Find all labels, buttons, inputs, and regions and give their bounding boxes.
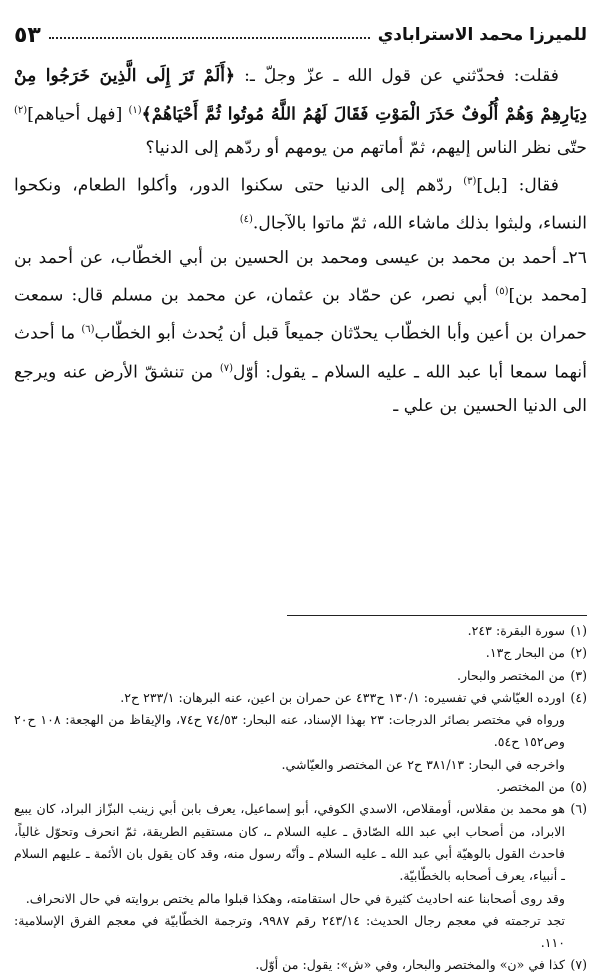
- question-rest: حتّى نظر الناس إليهم، ثمّ أماتهم من يومهم أو ردّهم إلى الدنيا؟: [145, 137, 587, 158]
- footnote-text: كذا في «ن» والمختصر والبحار، وفي «ش»: يقول: من أوّل.: [255, 957, 565, 973]
- footnote-6-continuation-1: وقد روى أصحابنا عنه احاديث كثيرة في حال استقامته، وهكذا قبلوا مالم يختص بروايته في حال الانحراف.: [25, 890, 565, 906]
- answer-text: ردّهم إلى الدنيا حتى سكنوا الدور، وأكلوا الطعام، ونكحوا النساء، ولبثوا بذلك ماشاء الله، ثمّ ماتوا بالآجال.: [14, 175, 587, 235]
- footnote-text: هو محمد بن مقلاس، أومقلاص، الاسدي الكوفي، أبو إسماعيل، يعرف بابن أبي زينب البزّاز البراد، كان يبيع الابراد، من أصحاب ابي عبد الله الصّادق ـ عليه السلام ـ، كان مستقيم الطريقة، ثمّ انحرف وتحوّل غالياً، فاحدث القول بالوهيّة أبي عبد الله ـ عليه السلام ـ وأنّه رسول منه، وقد كان يقول بان الأئمة ـ عليهم السلام ـ أنبياء، يعرف أصحابه بالخطّابيّة.: [14, 801, 565, 884]
- footnote-6: [14, 798, 587, 887]
- footnote-7: [14, 954, 587, 976]
- footnote-text: من المختصر والبحار.: [456, 667, 565, 683]
- footnote-2: [14, 642, 587, 664]
- page-header: [14, 20, 587, 50]
- footnote-mark: (٧): [570, 957, 587, 973]
- footnote-text: سورة البقرة: ٢٤٣.: [467, 623, 565, 638]
- footnote-separator: [287, 615, 587, 616]
- footnote-mark: (٣): [570, 667, 587, 683]
- hadith-chain-a: ٢٦ـ أحمد بن محمد بن عيسى ومحمد بن الحسين بن أبي الخطّاب، عن أحمد بن [محمد بن]: [14, 247, 587, 306]
- question-intro: فقلت: فحدّثني عن قول الله ـ عزّ وجلّ ـ:: [244, 66, 560, 86]
- footnote-mark: (١): [570, 623, 587, 638]
- hadith-chain-c: ما أحدث أنهما سمعا أبا عبد الله ـ عليه السلام ـ يقول: أوّل: [14, 324, 587, 383]
- footnote-mark: (٢): [570, 645, 587, 661]
- quran-verse: ﴿أَلَمْ تَرَ إِلَى الَّذِينَ خَرَجُوا مِنْ دِيَارِهِمْ وَهُمْ أُلُوفٌ حَذَرَ الْمَوْتِ فَقَالَ لَهُمُ اللَّهُ مُوتُوا ثُمَّ أَحْيَاهُمْ﴾: [14, 66, 588, 125]
- paragraph-answer: [14, 165, 587, 241]
- page: [14, 0, 588, 973]
- footnote-ref-2: (٢): [14, 104, 28, 116]
- footnote-ref-3: (٣): [463, 176, 477, 188]
- running-title: للميرزا محمد الاسترابادي: [377, 25, 587, 45]
- footnote-mark: (٥): [570, 779, 587, 795]
- footnote-ref-4: (٤): [239, 214, 253, 226]
- footnote-6-continuation-2: تجد ترجمته في معجم رجال الحديث: ٢٤٣/١٤ رقم ٩٩٨٧، وترجمة الخطّابيّة في معجم الفرق الإسلامية: ١١٠.: [14, 912, 565, 951]
- answer-intro: فقال: [بل]: [476, 175, 559, 196]
- paragraph-question: [14, 60, 587, 165]
- hadith-chain-b: أبي نصر، عن حمّاد بن عثمان، عن محمد بن مسلم قال: سمعت حمران بن أعين وأبا الخطّاب يحدّثان جميعاً قبل أن يُحدث أبو الخطّاب: [14, 285, 588, 345]
- main-text: [14, 60, 587, 423]
- footnote-4: [14, 687, 587, 709]
- footnote-text: اورده العيّاشي في تفسيره: ١٣٠/١ ح٤٣٣ عن حمران بن اعين، عنه البرهان: ٢٣٣/١ ح٢.: [120, 689, 565, 705]
- footnote-ref-7: (٧): [219, 362, 233, 374]
- bracket-insertion: [فهل أحياهم]: [27, 104, 123, 125]
- footnotes: [14, 620, 587, 977]
- header-dotted-leader: [49, 37, 370, 39]
- footnote-ref-5: (٥): [495, 286, 509, 298]
- hadith-chain-d: من تنشقّ الأرض عنه ويرجع الى الدنيا الحسين بن علي ـ: [14, 362, 587, 416]
- footnote-text: من البحار ج١٣.: [485, 645, 565, 661]
- footnote-4-continuation-1: ورواه في مختصر بصائر الدرجات: ٢٣ بهذا الإسناد، عنه البحار: ٧٤/٥٣ ح٧٤، والإيقاظ من الهجعة: ١٠٨ ح٢٠ وص١٥٢ ح٥٤.: [14, 712, 566, 750]
- paragraph-hadith-26: [14, 242, 587, 424]
- footnote-1: [14, 620, 587, 642]
- footnote-mark: (٦): [570, 801, 587, 817]
- footnote-5: [14, 776, 587, 798]
- footnote-4-continuation-2: واخرجه في البحار: ٣٨١/١٣ ح٢ عن المختصر والعيّاشي.: [281, 756, 565, 772]
- footnote-text: من المختصر.: [496, 779, 565, 795]
- page-number: ٥٣: [14, 22, 41, 48]
- footnote-mark: (٤): [570, 689, 587, 705]
- footnote-ref-1: (١): [128, 104, 142, 116]
- footnote-ref-6: (٦): [81, 324, 95, 336]
- footnote-3: [14, 665, 587, 687]
